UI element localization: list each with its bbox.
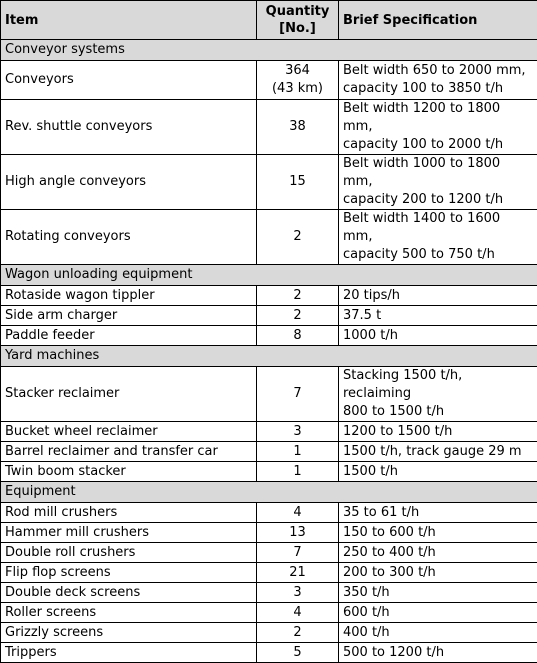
spec-line: 400 t/h (343, 625, 390, 640)
quantity-value: 3 (293, 424, 301, 439)
spec-line: capacity 500 to 750 t/h (343, 247, 495, 262)
spec-cell (339, 61, 537, 100)
spec-cell (339, 603, 537, 623)
item-cell: Rotaside wagon tippler (1, 286, 257, 306)
spec-line: Belt width 650 to 2000 mm, (343, 63, 526, 78)
quantity-value: 2 (293, 308, 301, 323)
table-row (1, 643, 537, 663)
spec-cell (339, 442, 537, 462)
quantity-cell (257, 503, 339, 523)
spec-cell (339, 643, 537, 663)
section-title: Yard machines (1, 346, 537, 367)
quantity-value: 2 (293, 625, 301, 640)
spec-line: 37.5 t (343, 308, 381, 323)
spec-cell (339, 523, 537, 543)
quantity-value: 3 (293, 585, 301, 600)
quantity-value: 1 (293, 444, 301, 459)
item-cell: Rod mill crushers (1, 503, 257, 523)
header-quantity-line2: [No.] (279, 21, 316, 36)
spec-cell (339, 623, 537, 643)
quantity-value: 38 (289, 119, 306, 134)
item-cell: Bucket wheel reclaimer (1, 422, 257, 442)
table-row (1, 210, 537, 265)
quantity-cell (257, 61, 339, 100)
table-row (1, 367, 537, 422)
quantity-cell (257, 523, 339, 543)
spec-cell (339, 100, 537, 155)
spec-line: Belt width 1400 to 1600 mm, (343, 211, 500, 244)
header-quantity-line1: Quantity (266, 4, 330, 19)
quantity-cell (257, 100, 339, 155)
table-row (1, 61, 537, 100)
item-cell: Stacker reclaimer (1, 367, 257, 422)
spec-line: Belt width 1000 to 1800 mm, (343, 156, 500, 189)
spec-cell (339, 422, 537, 442)
spec-line: 1000 t/h (343, 328, 398, 343)
item-cell: Side arm charger (1, 306, 257, 326)
table-row (1, 462, 537, 482)
header-item: Item (1, 1, 257, 40)
quantity-cell (257, 442, 339, 462)
quantity-cell (257, 422, 339, 442)
spec-line: Belt width 1200 to 1800 mm, (343, 101, 500, 134)
quantity-value: 5 (293, 645, 301, 660)
spec-line: 350 t/h (343, 585, 390, 600)
item-cell: Twin boom stacker (1, 462, 257, 482)
spec-cell (339, 306, 537, 326)
spec-line: 250 to 400 t/h (343, 545, 436, 560)
spec-cell (339, 286, 537, 306)
spec-cell (339, 210, 537, 265)
quantity-cell (257, 367, 339, 422)
quantity-cell (257, 563, 339, 583)
header-spec: Brief Specification (339, 1, 537, 40)
section-title: Equipment (1, 482, 537, 503)
section-header-row (1, 346, 537, 367)
section-header-row (1, 482, 537, 503)
spec-line: capacity 200 to 1200 t/h (343, 192, 503, 207)
quantity-value: 7 (293, 386, 301, 401)
quantity-cell (257, 286, 339, 306)
quantity-cell (257, 210, 339, 265)
section-header-row (1, 265, 537, 286)
item-cell: Double deck screens (1, 583, 257, 603)
section-header-row (1, 40, 537, 61)
section-title: Wagon unloading equipment (1, 265, 537, 286)
quantity-cell (257, 306, 339, 326)
spec-cell (339, 503, 537, 523)
item-cell: Trippers (1, 643, 257, 663)
section-title: Conveyor systems (1, 40, 537, 61)
spec-line: 200 to 300 t/h (343, 565, 436, 580)
item-cell: Conveyors (1, 61, 257, 100)
spec-line: capacity 100 to 2000 t/h (343, 137, 503, 152)
table-row (1, 155, 537, 210)
quantity-value: 1 (293, 464, 301, 479)
spec-line: 150 to 600 t/h (343, 525, 436, 540)
item-cell: Rotating conveyors (1, 210, 257, 265)
item-cell: Hammer mill crushers (1, 523, 257, 543)
quantity-value: 2 (293, 288, 301, 303)
item-cell: Flip flop screens (1, 563, 257, 583)
quantity-value: 364 (285, 63, 310, 78)
table-row (1, 623, 537, 643)
table-row (1, 422, 537, 442)
table-row (1, 543, 537, 563)
table-row (1, 100, 537, 155)
item-cell: Double roll crushers (1, 543, 257, 563)
table-row (1, 442, 537, 462)
header-quantity (257, 1, 339, 40)
quantity-value: 8 (293, 328, 301, 343)
table-row (1, 603, 537, 623)
item-cell: Rev. shuttle conveyors (1, 100, 257, 155)
item-cell: High angle conveyors (1, 155, 257, 210)
item-cell: Paddle feeder (1, 326, 257, 346)
spec-cell (339, 326, 537, 346)
item-cell: Grizzly screens (1, 623, 257, 643)
spec-cell (339, 367, 537, 422)
quantity-value: 2 (293, 229, 301, 244)
quantity-cell (257, 462, 339, 482)
item-cell: Barrel reclaimer and transfer car (1, 442, 257, 462)
item-cell: Roller screens (1, 603, 257, 623)
spec-cell (339, 155, 537, 210)
quantity-value: 15 (289, 174, 306, 189)
spec-line: 20 tips/h (343, 288, 400, 303)
spec-line: 600 t/h (343, 605, 390, 620)
quantity-value: 4 (293, 605, 301, 620)
spec-cell (339, 543, 537, 563)
quantity-cell (257, 643, 339, 663)
table-row (1, 523, 537, 543)
table-row (1, 503, 537, 523)
spec-line: Stacking 1500 t/h, reclaiming (343, 368, 462, 401)
spec-line: 1200 to 1500 t/h (343, 424, 452, 439)
quantity-value: 4 (293, 505, 301, 520)
spec-cell (339, 563, 537, 583)
quantity-value: 13 (289, 525, 306, 540)
table-body (1, 40, 537, 663)
quantity-cell (257, 623, 339, 643)
quantity-cell (257, 155, 339, 210)
quantity-cell (257, 543, 339, 563)
quantity-cell (257, 326, 339, 346)
quantity-value: 21 (289, 565, 306, 580)
spec-line: 1500 t/h, track gauge 29 m (343, 444, 522, 459)
spec-line: 500 to 1200 t/h (343, 645, 444, 660)
header-row (1, 1, 537, 40)
spec-cell (339, 462, 537, 482)
quantity-length: (43 km) (272, 81, 323, 96)
spec-line: 800 to 1500 t/h (343, 404, 444, 419)
table-row (1, 326, 537, 346)
spec-line: 35 to 61 t/h (343, 505, 419, 520)
table-row (1, 286, 537, 306)
table-row (1, 563, 537, 583)
quantity-value: 7 (293, 545, 301, 560)
quantity-cell (257, 603, 339, 623)
spec-line: capacity 100 to 3850 t/h (343, 81, 503, 96)
table-row (1, 306, 537, 326)
spec-line: 1500 t/h (343, 464, 398, 479)
